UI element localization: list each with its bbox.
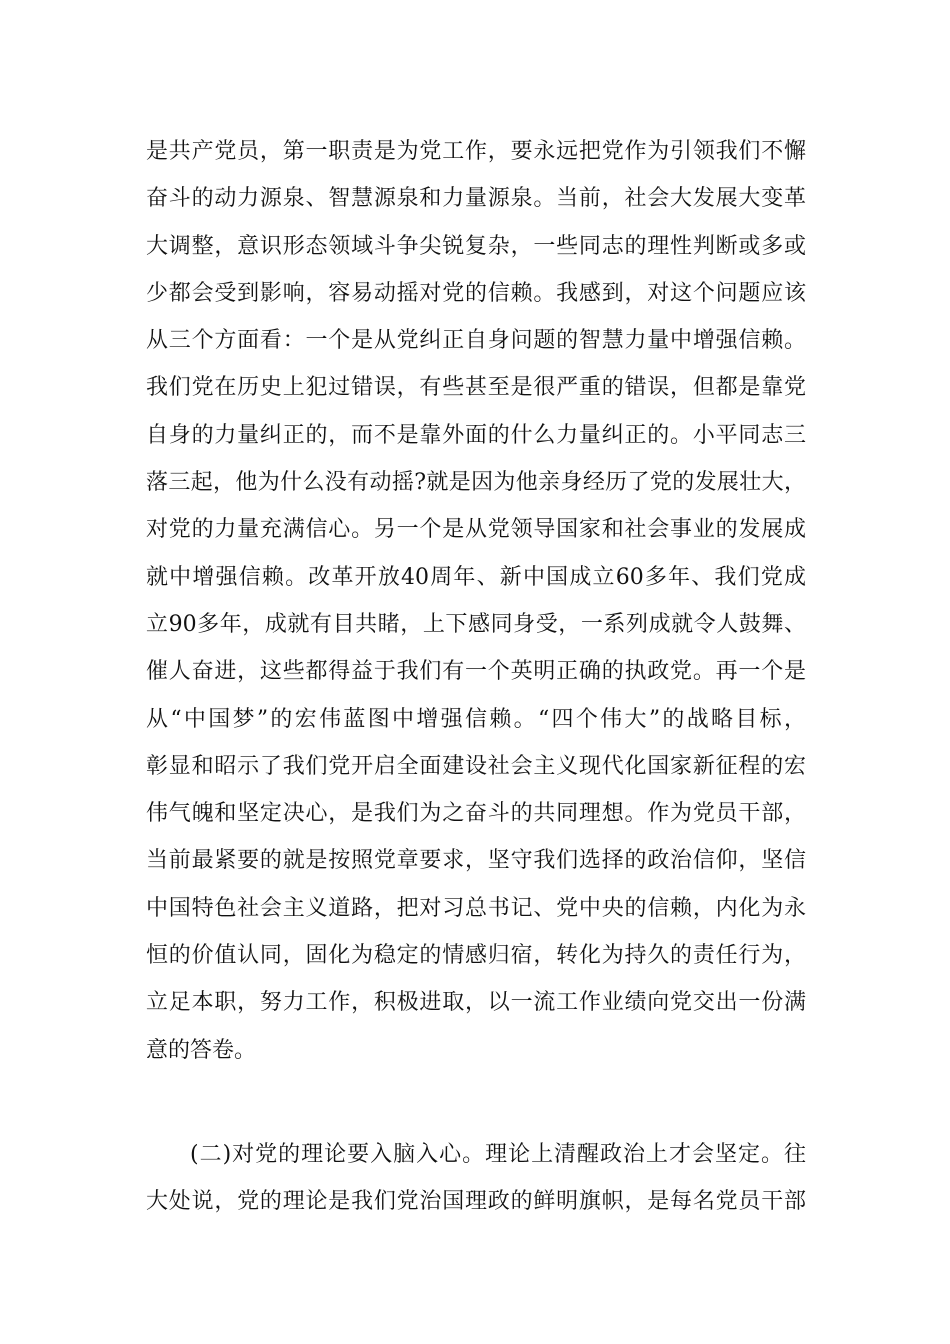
paragraph-line: 当前最紧要的就是按照党章要求，坚守我们选择的政治信仰，坚信 <box>146 848 806 874</box>
paragraph-line: 大处说，党的理论是我们党治国理政的鲜明旗帜，是每名党员干部 <box>146 1189 806 1215</box>
paragraph-line: 中国特色社会主义道路，把对习总书记、党中央的信赖，内化为永 <box>146 895 806 921</box>
paragraph-line: 从“中国梦”的宏伟蓝图中增强信赖。“四个伟大”的战略目标， <box>146 706 806 732</box>
paragraph-line: 意的答卷。 <box>146 1037 257 1063</box>
paragraph-line: 立足本职，努力工作，积极进取，以一流工作业绩向党交出一份满 <box>146 990 806 1016</box>
paragraph-line: 少都会受到影响，容易动摇对党的信赖。我感到，对这个问题应该 <box>146 280 806 306</box>
paragraph-line: 是共产党员，第一职责是为党工作，要永远把党作为引领我们不懈 <box>146 139 806 164</box>
paragraph-1 <box>146 128 806 1074</box>
paragraph-line: 落三起，他为什么没有动摇?就是因为他亲身经历了党的发展壮大， <box>146 470 806 496</box>
paragraph-2 <box>146 1131 806 1226</box>
paragraph-line: 伟气魄和坚定决心，是我们为之奋斗的共同理想。作为党员干部， <box>146 801 806 827</box>
paragraph-line: 大调整，意识形态领域斗争尖锐复杂，一些同志的理性判断或多或 <box>146 233 806 259</box>
section-heading-line: (二)对党的理论要入脑入心。理论上清醒政治上才会坚定。往 <box>190 1142 806 1167</box>
paragraph-line: 恒的价值认同，固化为稳定的情感归宿，转化为持久的责任行为， <box>146 943 806 969</box>
paragraph-line: 从三个方面看：一个是从党纠正自身问题的智慧力量中增强信赖。 <box>146 328 806 354</box>
paragraph-line: 自身的力量纠正的，而不是靠外面的什么力量纠正的。小平同志三 <box>146 422 806 448</box>
paragraph-line: 奋斗的动力源泉、智慧源泉和力量源泉。当前，社会大发展大变革 <box>146 186 806 212</box>
paragraph-line: 催人奋进，这些都得益于我们有一个英明正确的执政党。再一个是 <box>146 659 806 685</box>
paragraph-line: 立90多年，成就有目共睹，上下感同身受，一系列成就令人鼓舞、 <box>146 611 806 637</box>
paragraph-line: 彰显和昭示了我们党开启全面建设社会主义现代化国家新征程的宏 <box>146 753 806 779</box>
paragraph-line: 对党的力量充满信心。另一个是从党领导国家和社会事业的发展成 <box>146 517 806 543</box>
paragraph-line: 就中增强信赖。改革开放40周年、新中国成立60多年、我们党成 <box>146 564 806 590</box>
paragraph-line: 我们党在历史上犯过错误，有些甚至是很严重的错误，但都是靠党 <box>146 375 806 401</box>
